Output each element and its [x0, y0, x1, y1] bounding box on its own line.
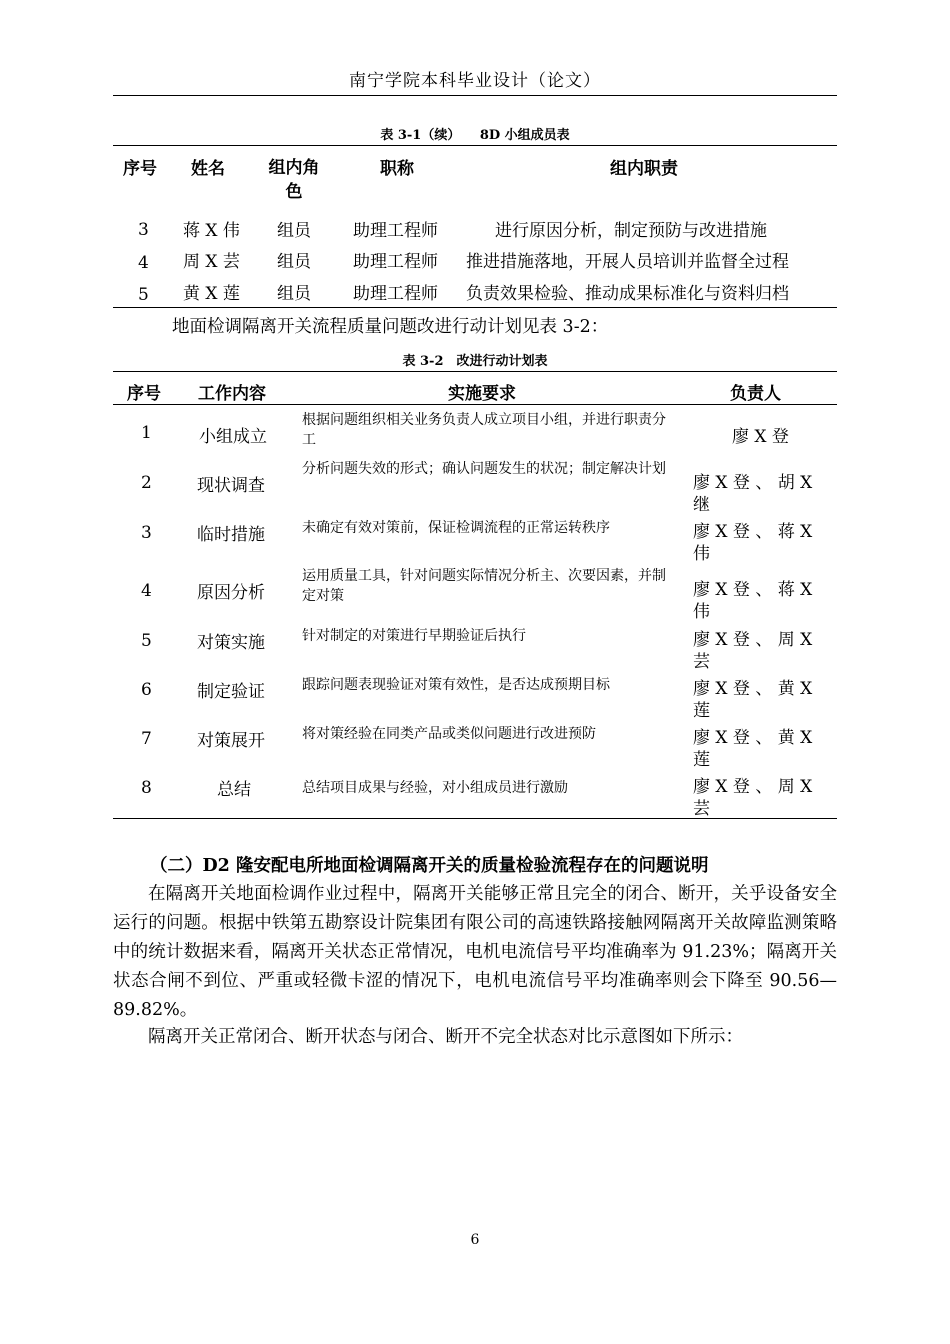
table2-cell-owner: 廖 X 登 、 黄 X 莲 — [693, 728, 813, 770]
table1-cell-title: 助理工程师 — [353, 284, 438, 304]
intro-line: 地面检调隔离开关流程质量问题改进行动计划见表 3-2： — [172, 317, 609, 337]
table2-cell-owner: 廖 X 登 、 黄 X 莲 — [693, 679, 813, 721]
table2-header-no: 序号 — [127, 384, 161, 404]
table2-cell-task: 现状调查 — [197, 476, 265, 496]
table2-cell-task: 制定验证 — [197, 682, 265, 702]
table1-header-role: 组内角色 — [268, 158, 320, 202]
table1-header-no: 序号 — [123, 159, 157, 179]
table1-caption: 表 3-1（续） 8D 小组成员表 — [380, 128, 570, 143]
table2-cell-req: 针对制定的对策进行早期验证后执行 — [302, 628, 526, 644]
section-paragraph-2: 隔离开关正常闭合、断开状态与闭合、断开不完全状态对比示意图如下所示： — [148, 1027, 743, 1047]
table2-cell-owner: 廖 X 登 — [732, 427, 789, 447]
table2-cell-no: 6 — [141, 680, 152, 700]
header-rule — [113, 95, 837, 96]
table2-cell-task: 总结 — [217, 780, 251, 800]
table2-cell-task: 对策实施 — [197, 633, 265, 653]
table1-cell-title: 助理工程师 — [353, 252, 438, 272]
table2-header-task: 工作内容 — [198, 384, 266, 404]
table1-cell-role: 组员 — [277, 221, 311, 241]
table2-cell-no: 2 — [141, 473, 152, 493]
table2-caption: 表 3-2 改进行动计划表 — [402, 354, 548, 369]
table2-bottom-rule — [113, 818, 837, 819]
table1-cell-duty: 负责效果检验、推动成果标准化与资料归档 — [466, 284, 789, 304]
table2-cell-task: 原因分析 — [197, 583, 265, 603]
table2-cell-task: 对策展开 — [197, 731, 265, 751]
table2-cell-task: 小组成立 — [199, 427, 267, 447]
table2-cell-task: 临时措施 — [197, 525, 265, 545]
table1-cell-title: 助理工程师 — [353, 221, 438, 241]
section-title: （二）D2 隆安配电所地面检调隔离开关的质量检验流程存在的问题说明 — [150, 856, 709, 876]
table2-cell-req: 分析问题失效的形式；确认问题发生的状况；制定解决计划 — [302, 461, 666, 477]
table2-cell-owner: 廖 X 登 、 蒋 X 伟 — [693, 522, 813, 564]
table2-cell-no: 4 — [141, 581, 152, 601]
table1-header-name: 姓名 — [191, 159, 225, 179]
table2-cell-no: 1 — [141, 423, 152, 443]
table1-cell-no: 4 — [138, 253, 149, 273]
table2-cell-req: 将对策经验在同类产品或类似问题进行改进预防 — [302, 726, 596, 742]
table1-header-title: 职称 — [380, 159, 414, 179]
table1-cell-no: 5 — [138, 285, 149, 305]
table1-bottom-rule — [113, 307, 837, 308]
table2-cell-owner: 廖 X 登 、 胡 X 继 — [693, 473, 813, 515]
table2-cell-no: 7 — [141, 729, 152, 749]
table1-cell-role: 组员 — [277, 284, 311, 304]
table2-cell-no: 3 — [141, 523, 152, 543]
table1-cell-role: 组员 — [277, 252, 311, 272]
table2-cell-no: 5 — [141, 631, 152, 651]
table1-cell-duty: 进行原因分析，制定预防与改进措施 — [495, 221, 767, 241]
table2-header-rule — [113, 404, 837, 405]
table1-cell-name: 蒋 X 伟 — [183, 221, 240, 241]
table2-cell-owner: 廖 X 登 、 周 X 芸 — [693, 777, 813, 819]
table2-cell-owner: 廖 X 登 、 周 X 芸 — [693, 630, 813, 672]
table1-cell-duty: 推进措施落地，开展人员培训并监督全过程 — [466, 252, 789, 272]
table1-header-duty: 组内职责 — [610, 159, 678, 179]
table1-cell-no: 3 — [138, 220, 149, 240]
page-number: 6 — [470, 1232, 480, 1248]
page-header: 南宁学院本科毕业设计（论文） — [349, 71, 601, 91]
table2-header-req: 实施要求 — [448, 384, 516, 404]
table2-cell-req: 跟踪问题表现验证对策有效性，是否达成预期目标 — [302, 677, 610, 693]
table2-cell-owner: 廖 X 登 、 蒋 X 伟 — [693, 580, 813, 622]
table2-header-owner: 负责人 — [730, 384, 781, 404]
table2-cell-req: 未确定有效对策前，保证检调流程的正常运转秩序 — [302, 520, 610, 536]
table2-cell-req: 总结项目成果与经验，对小组成员进行激励 — [302, 780, 568, 796]
table1-cell-name: 黄 X 莲 — [183, 284, 240, 304]
table1-cell-name: 周 X 芸 — [183, 252, 240, 272]
table2-cell-req: 根据问题组织相关业务负责人成立项目小组，并进行职责分工 — [302, 412, 666, 448]
table2-cell-req: 运用质量工具，针对问题实际情况分析主、次要因素，并制定对策 — [302, 568, 666, 604]
section-paragraph-1: 在隔离开关地面检调作业过程中，隔离开关能够正常且完全的闭合、断开，关乎设备安全运行的问题。根据中铁第五勘察设计院集团有限公司的高速铁路接触网隔离开关故障监测策略中的统计数据来看，隔离开关状态正常情况，电机电流信号平均准确率为 91.23%；隔离开关状态合闸不到位、严重或轻微卡涩的情况下，电机电流信号平均准确率则会下降至 90.56—89.82%。 — [113, 884, 837, 1020]
table2-cell-no: 8 — [141, 778, 152, 798]
table2-top-rule — [113, 371, 837, 372]
table1-top-rule — [113, 145, 837, 146]
